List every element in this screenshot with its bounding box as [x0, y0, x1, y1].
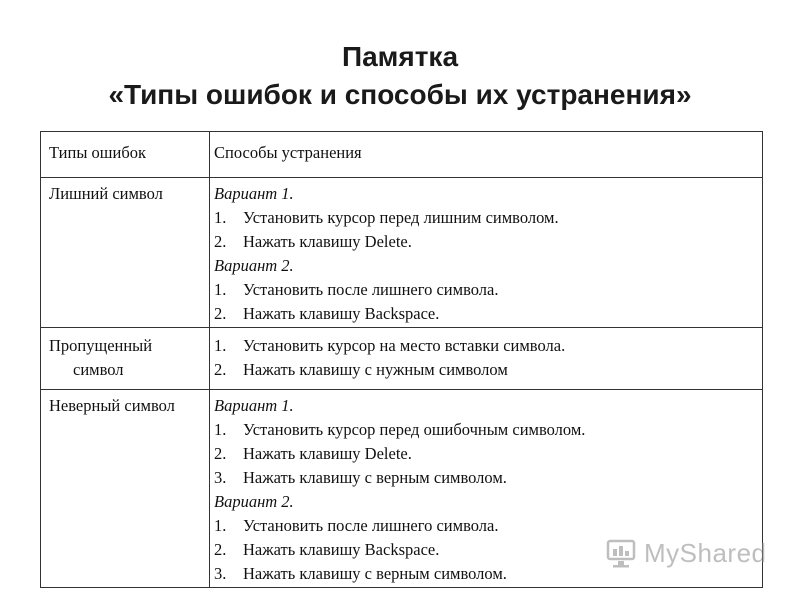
step-text: Установить курсор перед ошибочным символом. — [243, 420, 586, 439]
step-number: 2. — [214, 360, 227, 379]
table-row — [41, 178, 763, 328]
list-item — [214, 358, 758, 382]
title-line-1: Памятка — [341, 41, 459, 72]
list-item — [214, 466, 758, 490]
step-number: 1. — [214, 208, 227, 227]
step-text: Нажать клавишу с верным символом. — [243, 564, 507, 583]
title-line-2: «Типы ошибок и способы их устранения» — [108, 79, 692, 110]
step-text: Установить курсор на место вставки символа. — [243, 336, 566, 355]
watermark-text: MyShared — [644, 537, 767, 568]
step-number: 2. — [214, 304, 227, 323]
step-text: Нажать клавишу с нужным символом — [243, 360, 508, 379]
step-number: 1. — [214, 516, 227, 535]
list-item — [214, 442, 758, 466]
step-text: Нажать клавишу Backspace. — [243, 304, 440, 323]
variant-label: Вариант 1. — [214, 184, 294, 203]
list-item — [214, 230, 758, 254]
table-header-row — [41, 132, 763, 178]
list-item — [214, 418, 758, 442]
errors-table — [40, 131, 763, 588]
variant-label: Вариант 2. — [214, 492, 294, 511]
header-cell-method: Способы устранения — [210, 132, 763, 178]
memo-title — [0, 38, 800, 114]
list-item — [214, 514, 758, 538]
header-cell-type: Типы ошибок — [41, 132, 210, 178]
step-number: 3. — [214, 468, 227, 487]
error-type-label: Пропущенный — [49, 336, 153, 355]
fix-method-cell — [210, 178, 763, 328]
table-row — [41, 328, 763, 390]
error-type-cell — [41, 178, 210, 328]
list-item — [214, 206, 758, 230]
myshared-watermark[interactable] — [606, 536, 767, 570]
step-number: 2. — [214, 540, 227, 559]
variant-label: Вариант 1. — [214, 396, 294, 415]
fix-method-cell — [210, 328, 763, 390]
error-type-cell — [41, 328, 210, 390]
variant-label: Вариант 2. — [214, 256, 294, 275]
error-type-label: символ — [73, 360, 124, 379]
step-text: Установить после лишнего символа. — [243, 280, 499, 299]
step-text: Нажать клавишу Delete. — [243, 232, 412, 251]
step-number: 2. — [214, 444, 227, 463]
step-number: 1. — [214, 280, 227, 299]
myshared-logo-icon — [606, 537, 638, 569]
step-text: Установить после лишнего символа. — [243, 516, 499, 535]
list-item — [214, 302, 758, 326]
step-number: 3. — [214, 564, 227, 583]
step-text: Нажать клавишу Delete. — [243, 444, 412, 463]
list-item — [214, 278, 758, 302]
step-text: Установить курсор перед лишним символом. — [243, 208, 559, 227]
error-type-label: Лишний символ — [49, 184, 163, 203]
list-item — [214, 334, 758, 358]
error-type-label: Неверный символ — [49, 396, 175, 415]
step-number: 1. — [214, 336, 227, 355]
error-type-cell — [41, 390, 210, 588]
step-text: Нажать клавишу Backspace. — [243, 540, 440, 559]
step-text: Нажать клавишу с верным символом. — [243, 468, 507, 487]
step-number: 1. — [214, 420, 227, 439]
step-number: 2. — [214, 232, 227, 251]
